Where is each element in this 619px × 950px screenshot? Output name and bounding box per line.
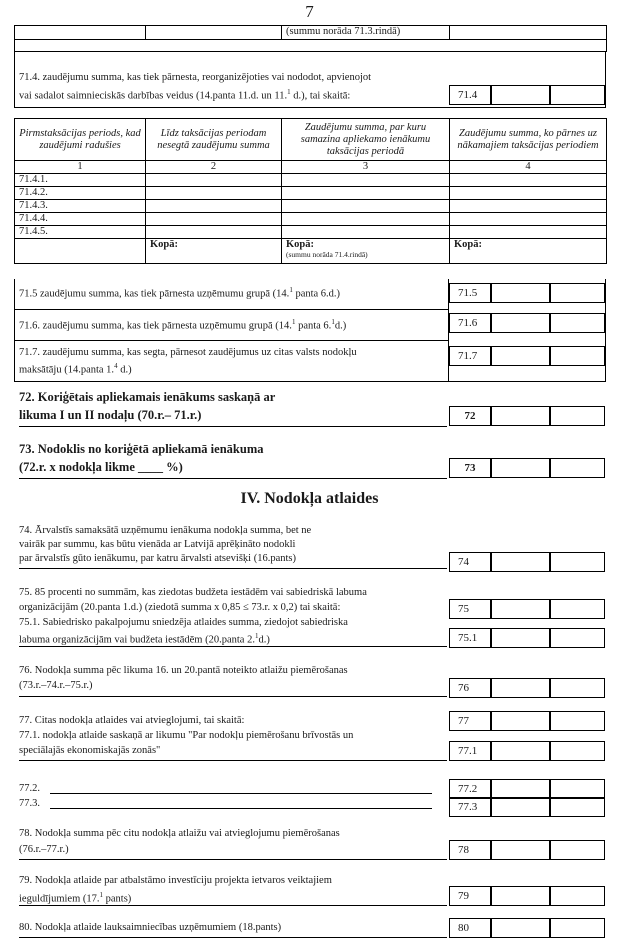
item-77-1-code: 77.1: [449, 741, 491, 761]
item-77-2-field-b[interactable]: [550, 779, 605, 799]
item-72-field-b[interactable]: [550, 406, 605, 426]
item-71-7-code: 71.7: [449, 346, 491, 366]
item-73-field-a[interactable]: [491, 458, 550, 478]
total-label-col2: Kopā:: [146, 239, 282, 264]
item-72-code: 72: [449, 406, 491, 426]
item-76-field-a[interactable]: [491, 678, 550, 698]
item-78-line2: (76.r.–77.r.): [19, 844, 69, 855]
item-75-line1: 75. 85 procenti no summām, kas ziedotas budžeta iestādēm vai sabiedriskā labuma: [19, 587, 367, 598]
item-75-1-field-b[interactable]: [550, 628, 605, 648]
col-number-1: 1: [15, 161, 146, 174]
total-label-col4: Kopā:: [450, 239, 607, 264]
item-80-code: 80: [449, 918, 491, 938]
item-74-code: 74: [449, 552, 491, 572]
item-72-line2: likuma I un II nodaļu (70.r.– 71.r.): [19, 408, 202, 422]
item-77-2-label: 77.2.: [19, 783, 40, 794]
item-71-5-text: 71.5 zaudējumu summa, kas tiek pārnesta uzņēmumu grupā (14.$^1$ panta 6.d.): [19, 286, 341, 300]
item-74-line1: 74. Ārvalstīs samaksātā uzņēmumu ienākuma nodokļa summa, bet ne: [19, 525, 312, 536]
item-71-7-line2: maksātāju (14.panta 1.$^4$ d.): [19, 362, 132, 376]
row-label: 71.4.3.: [15, 200, 146, 213]
col-number-3: 3: [282, 161, 450, 174]
item-78-field-b[interactable]: [550, 840, 605, 860]
item-78-field-a[interactable]: [491, 840, 550, 860]
item-75-1-line2: labuma organizācijām vai budžeta iestādēm (20.panta 2.$^1$d.): [19, 632, 270, 646]
item-77-text: 77. Citas nodokļa atlaides vai atvieglojumi, tai skaitā:: [19, 715, 245, 726]
item-73-code: 73: [449, 458, 491, 478]
item-79-code: 79: [449, 886, 491, 906]
item-73-line1: 73. Nodoklis no koriģētā apliekamā ienākuma: [19, 442, 264, 456]
item-77-3-input-line[interactable]: [50, 808, 432, 809]
item-71-5-code: 71.5: [449, 283, 491, 303]
table-row: [15, 200, 607, 213]
item-71-6-field-a[interactable]: [491, 313, 550, 333]
item-75-line2: organizācijām (20.panta 1.d.) (ziedotā summa x 0,85 ≤ 73.r. x 0,2) tai skaitā:: [19, 602, 341, 613]
item-78-line1: 78. Nodokļa summa pēc citu nodokļa atlaižu vai atvieglojumu piemērošanas: [19, 828, 340, 839]
item-80-field-b[interactable]: [550, 918, 605, 938]
item-71-6-field-b[interactable]: [550, 313, 605, 333]
item-79-field-a[interactable]: [491, 886, 550, 906]
item-79-line1: 79. Nodokļa atlaide par atbalstāmo investīciju projekta ietvaros veiktajiem: [19, 875, 332, 886]
top-table: [14, 25, 607, 52]
item-80-field-a[interactable]: [491, 918, 550, 938]
row-label: 71.4.1.: [15, 174, 146, 187]
item-71-4-line2: vai sadalot saimnieciskās darbības veidus (14.panta 11.d. un 11.$^1$ d.), tai skaitā:: [19, 88, 351, 102]
item-77-2-input-line[interactable]: [50, 793, 432, 794]
item-74-field-a[interactable]: [491, 552, 550, 572]
table-row: [15, 174, 607, 187]
table-row: [15, 187, 607, 200]
loss-table: [14, 118, 607, 264]
col-number-4: 4: [450, 161, 607, 174]
item-74-line2: vairāk par summu, kas būtu vienāda ar Latvijā aprēķināto nodokli: [19, 539, 296, 550]
table-row: [15, 213, 607, 226]
item-74-field-b[interactable]: [550, 552, 605, 572]
item-77-1-line1: 77.1. nodokļa atlaide saskaņā ar likumu "Par nodokļu piemērošanu brīvostās un: [19, 730, 354, 741]
item-77-3-field-b[interactable]: [550, 797, 605, 817]
col-number-2: 2: [146, 161, 282, 174]
item-80-text: 80. Nodokļa atlaide lauksaimniecības uzņēmumiem (18.pants): [19, 922, 282, 933]
row-label: 71.4.5.: [15, 226, 146, 239]
item-75-1-line1: 75.1. Sabiedrisko pakalpojumu sniedzēja atlaides summa, ziedojot sabiedriska: [19, 617, 348, 628]
item-71-4-field-a[interactable]: [491, 85, 550, 105]
table-row: [15, 226, 607, 239]
row-label: 71.4.4.: [15, 213, 146, 226]
item-76-line1: 76. Nodokļa summa pēc likuma 16. un 20.pantā noteikto atlaižu piemērošanas: [19, 665, 348, 676]
item-77-code: 77: [449, 711, 491, 731]
item-75-field-b[interactable]: [550, 599, 605, 619]
loss-table-header-2: Līdz taksācijas periodam nesegtā zaudējumu summa: [146, 119, 282, 161]
item-73-line2: (72.r. x nodokļa likme ____ %): [19, 460, 183, 474]
item-78-code: 78: [449, 840, 491, 860]
item-76-field-b[interactable]: [550, 678, 605, 698]
item-79-field-b[interactable]: [550, 886, 605, 906]
item-75-1-field-a[interactable]: [491, 628, 550, 648]
item-77-2-code: 77.2: [449, 779, 491, 799]
item-79-line2: ieguldījumiem (17.$^1$ pants): [19, 891, 132, 905]
item-72-line1: 72. Koriģētais apliekamais ienākums saskaņā ar: [19, 390, 276, 404]
item-73-field-b[interactable]: [550, 458, 605, 478]
item-77-3-field-a[interactable]: [491, 797, 550, 817]
item-71-6-code: 71.6: [449, 313, 491, 333]
page-number: 7: [305, 2, 314, 21]
item-75-field-a[interactable]: [491, 599, 550, 619]
item-77-field-b[interactable]: [550, 711, 605, 731]
loss-table-header-1: Pirmstaksācijas periods, kad zaudējumi radušies: [15, 119, 146, 161]
item-72-field-a[interactable]: [491, 406, 550, 426]
item-77-2-field-a[interactable]: [491, 779, 550, 799]
item-71-4-code: 71.4: [449, 85, 491, 105]
total-note: (summu norāda 71.4.rindā): [286, 250, 368, 259]
item-76-line2: (73.r.–74.r.–75.r.): [19, 680, 93, 691]
item-71-6-text: 71.6. zaudējumu summa, kas tiek pārnesta uzņēmumu grupā (14.$^1$ panta 6.$^1$d.): [19, 318, 347, 332]
item-71-5-field-b[interactable]: [550, 283, 605, 303]
item-74-line3: par ārvalstīs gūto ienākumu, par katru ārvalsti atsevišķi (16.pants): [19, 553, 297, 564]
row-label: 71.4.2.: [15, 187, 146, 200]
item-71-7-line1: 71.7. zaudējumu summa, kas segta, pārnesot zaudējumus uz citas valsts nodokļu: [19, 347, 357, 358]
item-71-7-field-a[interactable]: [491, 346, 550, 366]
item-76-code: 76: [449, 678, 491, 698]
item-71-7-field-b[interactable]: [550, 346, 605, 366]
item-77-1-field-a[interactable]: [491, 741, 550, 761]
item-77-3-label: 77.3.: [19, 798, 40, 809]
section-title: IV. Nodokļa atlaides: [240, 490, 379, 507]
item-71-5-field-a[interactable]: [491, 283, 550, 303]
top-table-note: (summu norāda 71.3.rindā): [282, 26, 450, 40]
item-71-4-field-b[interactable]: [550, 85, 605, 105]
item-75-code: 75: [449, 599, 491, 619]
loss-table-header-4: Zaudējumu summa, ko pārnes uz nākamajiem taksācijas periodiem: [450, 119, 607, 161]
item-77-3-code: 77.3: [449, 797, 491, 817]
item-77-1-line2: speciālajās ekonomiskajās zonās": [19, 745, 161, 756]
item-71-4-line1: 71.4. zaudējumu summa, kas tiek pārnesta, reorganizējoties vai nododot, apvienojot: [19, 72, 372, 83]
total-cell-col3: Kopā: (summu norāda 71.4.rindā): [282, 239, 450, 264]
item-77-1-field-b[interactable]: [550, 741, 605, 761]
item-75-1-code: 75.1: [449, 628, 491, 648]
loss-table-header-3: Zaudējumu summa, par kuru samazina apliekamo ienākumu taksācijas periodā: [282, 119, 450, 161]
item-77-field-a[interactable]: [491, 711, 550, 731]
